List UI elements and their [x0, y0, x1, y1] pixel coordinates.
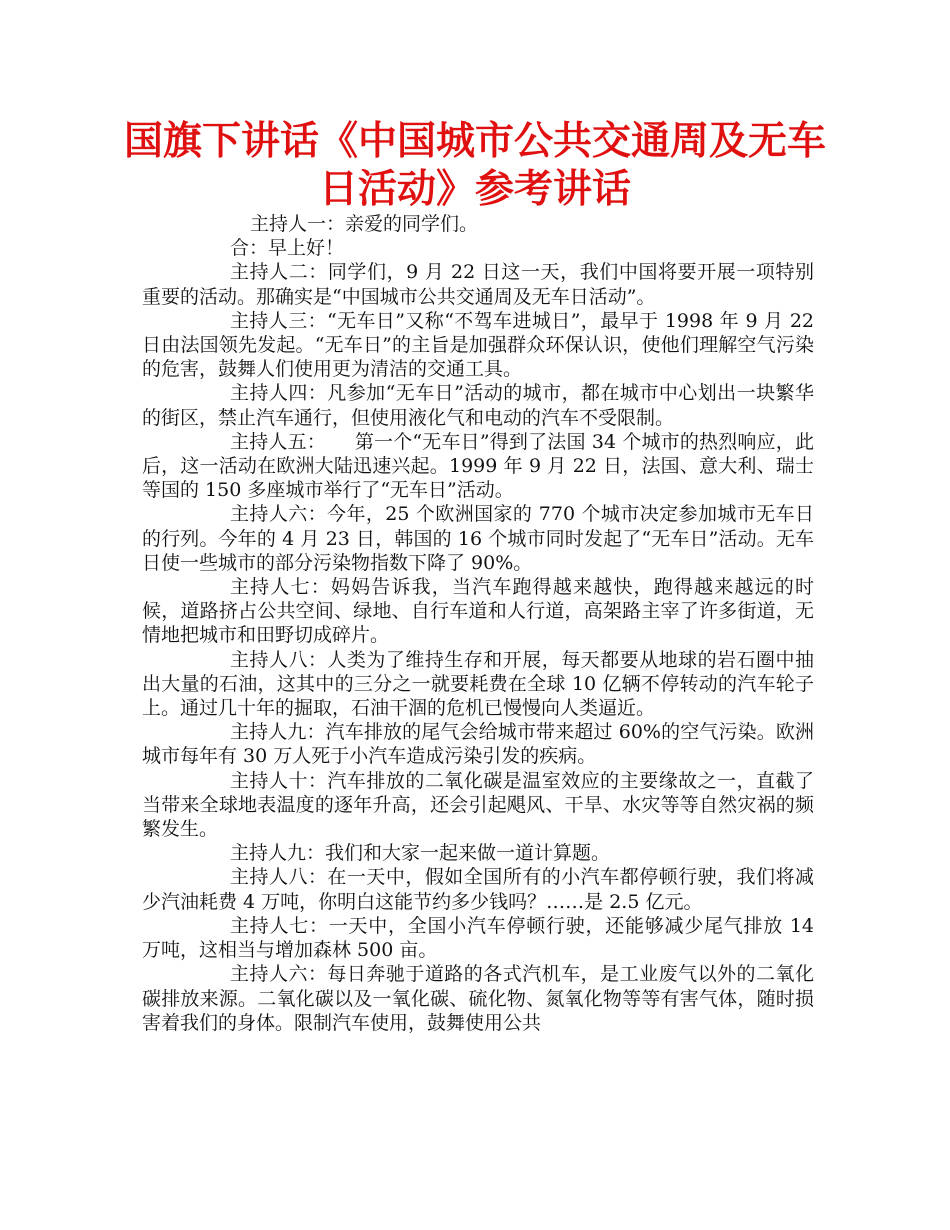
paragraph: 主持人三：“无车日”又称“不驾车进城日”，最早于 1998 年 9 月 22 日由法国领先发起。“无车日”的主旨是加强群众环保认识，使他们理解空气污染的危害，鼓舞人们使用更为清洁的交通工具。: [142, 309, 814, 381]
paragraph: 主持人九：汽车排放的尾气会给城市带来超过 60%的空气污染。欧洲城市每年有 30 万人死于小汽车造成污染引发的疾病。: [142, 721, 814, 768]
title-line-2: 日活动》参考讲话: [318, 167, 631, 212]
paragraph: 主持人六：每日奔驰于道路的各式汽机车，是工业废气以外的二氧化碳排放来源。二氧化碳以及一氧化碳、硫化物、氮氧化物等等有害气体，随时损害着我们的身体。限制汽车使用，鼓舞使用公共: [142, 963, 814, 1034]
paragraph: 主持人五： 第一个“无车日”得到了法国 34 个城市的热烈响应，此后，这一活动在欧洲大陆迅速兴起。1999 年 9 月 22 日，法国、意大利、瑞士等国的 150 多座城市举行了“无车日”活动。: [142, 430, 814, 502]
paragraph: 主持人八：在一天中，假如全国所有的小汽车都停顿行驶，我们将减少汽油耗费 4 万吨，你明白这能节约多少钱吗？……是 2.5 亿元。: [142, 866, 814, 913]
paragraph: 主持人四：凡参加“无车日”活动的城市，都在城市中心划出一块繁华的街区，禁止汽车通行，但使用液化气和电动的汽车不受限制。: [142, 382, 814, 429]
paragraph: 主持人十：汽车排放的二氧化碳是温室效应的主要缘故之一，直截了当带来全球地表温度的逐年升高，还会引起飓风、干旱、水灾等等自然灾祸的频繁发生。: [142, 769, 814, 841]
title-line-1: 国旗下讲话《中国城市公共交通周及无车: [123, 119, 826, 164]
paragraph: 合：早上好！: [230, 237, 345, 260]
paragraph: 主持人七：妈妈告诉我，当汽车跑得越来越快，跑得越来越远的时候，道路挤占公共空间、绿地、自行车道和人行道，高架路主宰了许多街道，无情地把城市和田野切成碎片。: [142, 576, 814, 647]
paragraph: 主持人七：一天中，全国小汽车停顿行驶，还能够减少尾气排放 14 万吨，这相当与增加森林 500 亩。: [142, 914, 814, 962]
paragraph: 主持人二：同学们，9 月 22 日这一天，我们中国将要开展一项特别重要的活动。那确实是“中国城市公共交通周及无车日活动”。: [142, 261, 814, 308]
document-body: [142, 212, 814, 1035]
paragraph: 主持人九：我们和大家一起来做一道计算题。: [230, 842, 611, 865]
paragraph: 主持人六：今年，25 个欧洲国家的 770 个城市决定参加城市无车日的行列。今年的 4 月 23 日，韩国的 16 个城市同时发起了“无车日”活动。无车日使一些城市的部分污染物指数下降了 90%。: [142, 503, 814, 574]
paragraph: 主持人一：亲爱的同学们。: [250, 213, 479, 235]
paragraph: 主持人八：人类为了维持生存和开展，每天都要从地球的岩石圈中抽出大量的石油，这其中的三分之一就要耗费在全球 10 亿辆不停转动的汽车轮子上。通过几十年的掘取，石油干涸的危机已慢慢向人类逼近。: [142, 648, 814, 720]
document-title: [120, 118, 830, 214]
